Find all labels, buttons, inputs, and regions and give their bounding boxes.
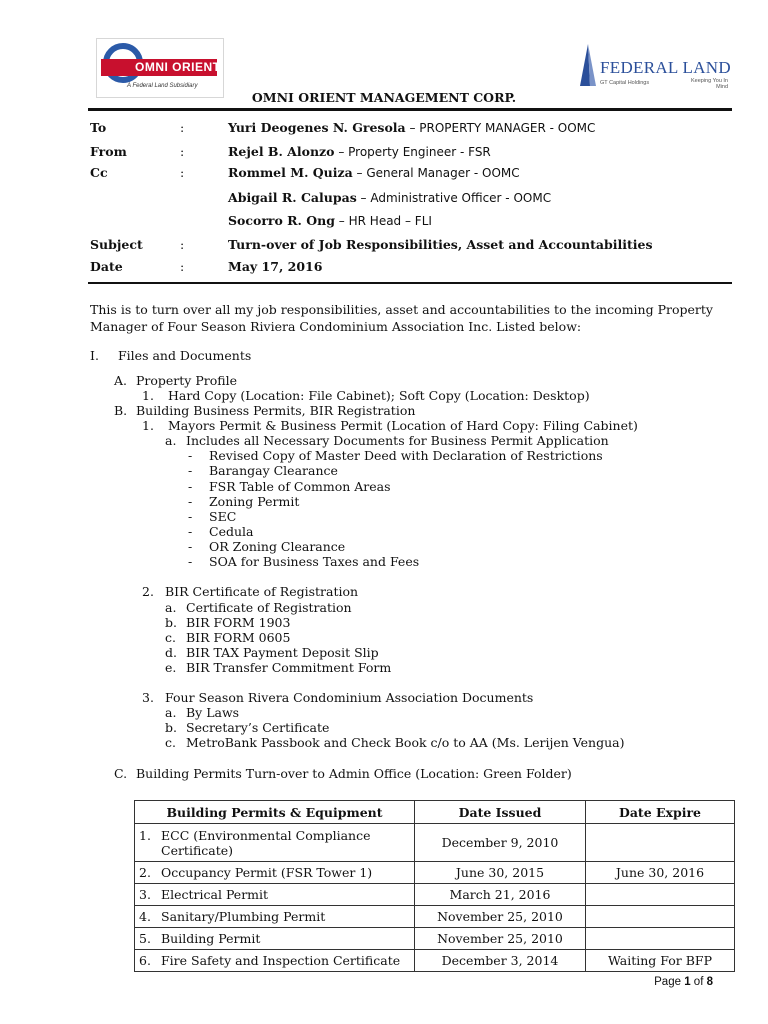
list-item: BIR Certificate of Registration — [165, 584, 359, 599]
memo-from: Rejel B. Alonzo – Property Engineer - FSR — [228, 144, 491, 159]
column-header: Building Permits & Equipment — [135, 801, 415, 824]
federal-land-logo: FEDERAL LAND GT Capital Holdings Keeping You In Mind — [576, 42, 736, 92]
list-item: Four Season Rivera Condominium Association Documents — [165, 690, 534, 705]
list-item: BIR Transfer Commitment Form — [186, 660, 392, 675]
table-row: 1. ECC (Environmental Compliance Certificate) December 9, 2010 — [135, 824, 735, 862]
list-item: BIR FORM 0605 — [186, 630, 291, 645]
intro-paragraph: This is to turn over all my job responsibilities, asset and accountabilities to the incoming Property Manager of Four Season Riviera Condominium Association Inc. Listed below: — [90, 302, 713, 334]
list-item: Certificate of Registration — [186, 600, 352, 615]
list-item: SOA for Business Taxes and Fees — [209, 554, 420, 569]
list-item: Barangay Clearance — [209, 463, 338, 478]
table-row: 6. Fire Safety and Inspection Certificate December 3, 2014 Waiting For BFP — [135, 950, 735, 972]
list-item: MetroBank Passbook and Check Book c/o to AA (Ms. Lerijen Vengua) — [186, 735, 625, 750]
table-row: 3. Electrical Permit March 21, 2016 — [135, 884, 735, 906]
column-header: Date Expire — [586, 801, 735, 824]
list-item: OR Zoning Clearance — [209, 539, 346, 554]
memo-rule — [88, 282, 732, 284]
list-item: Building Permits Turn-over to Admin Office (Location: Green Folder) — [136, 766, 572, 781]
list-item: Revised Copy of Master Deed with Declaration of Restrictions — [209, 448, 603, 463]
list-item: SEC — [209, 509, 237, 524]
memo-to: Yuri Deogenes N. Gresola – PROPERTY MANAGER - OOMC — [228, 120, 596, 135]
permits-table — [134, 800, 735, 972]
logo-tagline: A Federal Land Subsidiary — [127, 83, 198, 89]
memo-date: May 17, 2016 — [228, 259, 323, 274]
logo-name: OMNI ORIENT — [135, 60, 221, 74]
list-item: Secretary’s Certificate — [186, 720, 330, 735]
header-rule — [88, 108, 732, 111]
list-item: Cedula — [209, 524, 254, 539]
memo-cc-2: Abigail R. Calupas – Administrative Officer - OOMC — [228, 190, 552, 205]
memo-subject: Turn-over of Job Responsibilities, Asset and Accountabilities — [228, 237, 653, 252]
section-title: Files and Documents — [118, 348, 252, 363]
list-item: Zoning Permit — [209, 494, 300, 509]
table-row: 4. Sanitary/Plumbing Permit November 25, 2010 — [135, 906, 735, 928]
list-item: Property Profile — [136, 373, 237, 388]
table-header-row — [135, 801, 735, 824]
building-icon — [576, 42, 598, 86]
list-item: FSR Table of Common Areas — [209, 479, 391, 494]
page-number: Page 1 of 8 — [654, 976, 713, 988]
memo-cc-1: Rommel M. Quiza – General Manager - OOMC — [228, 165, 520, 180]
list-item: Includes all Necessary Documents for Business Permit Application — [186, 433, 609, 448]
list-item: Mayors Permit & Business Permit (Location of Hard Copy: Filing Cabinet) — [168, 418, 638, 433]
list-item: BIR TAX Payment Deposit Slip — [186, 645, 379, 660]
table-row: 5. Building Permit November 25, 2010 — [135, 928, 735, 950]
table-row: 2. Occupancy Permit (FSR Tower 1) June 30, 2015 June 30, 2016 — [135, 862, 735, 884]
logo-name: FEDERAL LAND — [600, 58, 731, 77]
list-item: Hard Copy (Location: File Cabinet); Soft Copy (Location: Desktop) — [168, 388, 590, 403]
column-header: Date Issued — [415, 801, 586, 824]
company-name: OMNI ORIENT MANAGEMENT CORP. — [251, 90, 517, 105]
list-item: Building Business Permits, BIR Registration — [136, 403, 416, 418]
omni-orient-logo — [96, 38, 224, 98]
memo-cc-3: Socorro R. Ong – HR Head – FLI — [228, 213, 432, 228]
list-item: By Laws — [186, 705, 240, 720]
list-item: BIR FORM 1903 — [186, 615, 291, 630]
